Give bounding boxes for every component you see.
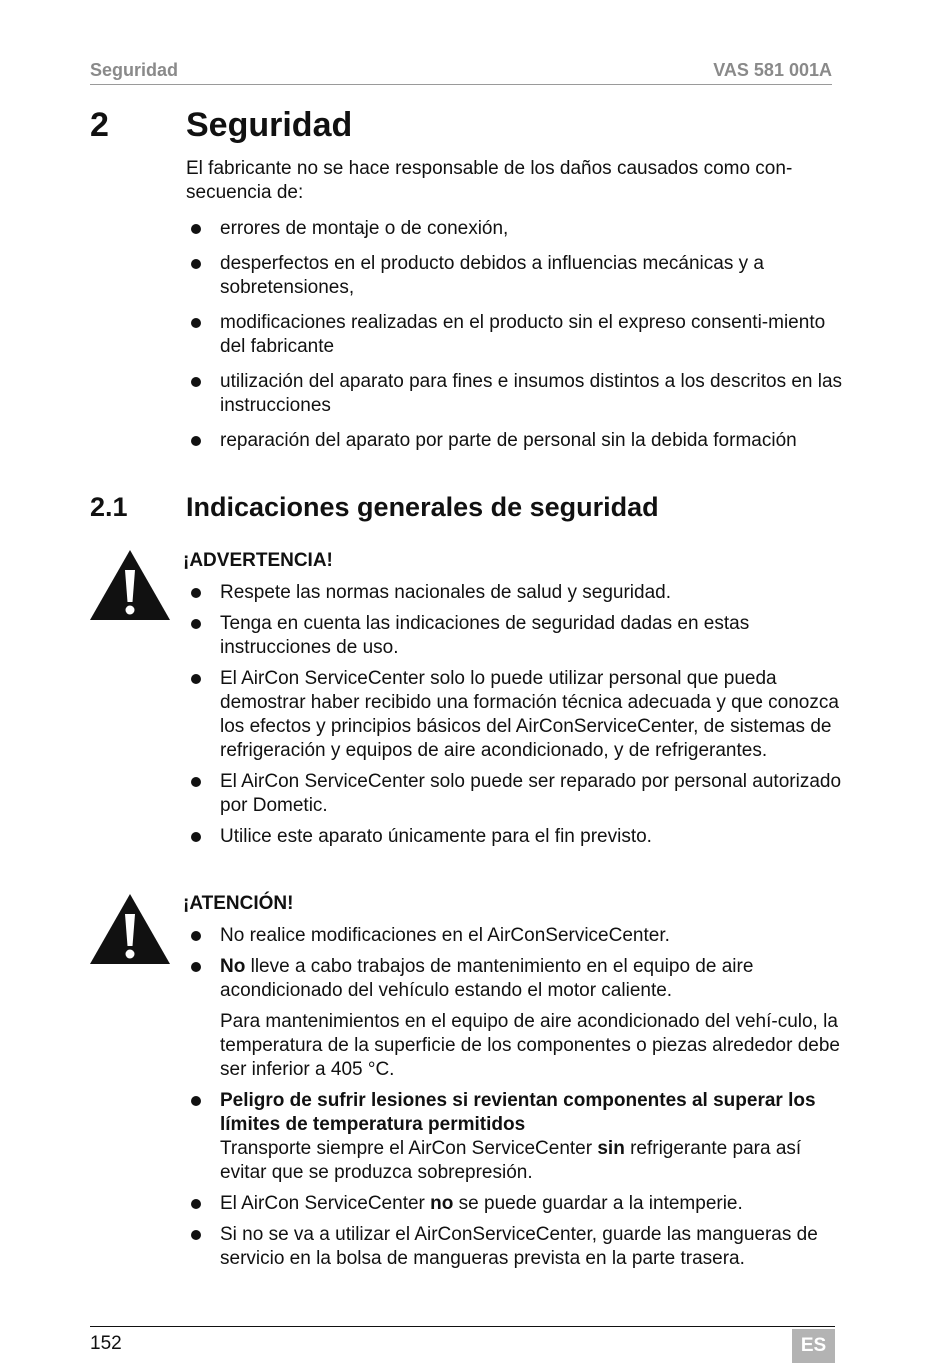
bullet-icon bbox=[191, 436, 201, 446]
bullet-icon bbox=[191, 1199, 201, 1209]
list-item: desperfectos en el producto debidos a influencias mecánicas y a sobretensiones, bbox=[186, 252, 846, 300]
chapter-intro: El fabricante no se hace responsable de los daños causados como con-secuencia de: bbox=[186, 158, 793, 203]
list-item: Tenga en cuenta las indicaciones de seguridad dadas en estas instrucciones de uso. bbox=[186, 612, 846, 660]
chapter-title: Seguridad bbox=[186, 106, 353, 144]
bullet-icon bbox=[191, 619, 201, 629]
bullet-icon bbox=[191, 832, 201, 842]
list-item: El AirCon ServiceCenter solo puede ser reparado por personal autorizado por Dometic. bbox=[186, 770, 846, 818]
page-header bbox=[90, 58, 832, 85]
chapter-number: 2 bbox=[90, 106, 109, 144]
bullet-icon bbox=[191, 224, 201, 234]
list-item: No realice modificaciones en el AirConServiceCenter. bbox=[186, 924, 846, 948]
list-item: utilización del aparato para fines e insumos distintos a los descritos en las instrucciones bbox=[186, 370, 846, 418]
list-item: El AirCon ServiceCenter no se puede guardar a la intemperie. bbox=[186, 1192, 846, 1216]
warning-triangle-icon bbox=[88, 548, 172, 622]
bullet-icon bbox=[191, 962, 201, 972]
language-badge: ES bbox=[792, 1329, 835, 1363]
list-item-note: Para mantenimientos en el equipo de aire acondicionado del vehí-culo, la temperatura de la superficie de los componentes o piezas alrededor debe ser inferior a 405 °C. bbox=[220, 1011, 840, 1080]
list-item: Utilice este aparato únicamente para el fin previsto. bbox=[186, 825, 846, 849]
bullet-icon bbox=[191, 777, 201, 787]
page-footer bbox=[90, 1326, 835, 1363]
bullet-icon bbox=[191, 377, 201, 387]
list-item: El AirCon ServiceCenter solo lo puede utilizar personal que pueda demostrar haber recibido una formación técnica adecuada y que conozca los efectos y principios básicos del AirConServiceCenter, de sistemas de refrigeración y equipos de aire acondicionado, y de refrigerantes. bbox=[186, 667, 846, 763]
header-section-title: Seguridad bbox=[90, 60, 179, 80]
list-item: modificaciones realizadas en el producto sin el expreso consenti-miento del fabricante bbox=[186, 311, 846, 359]
page-number: 152 bbox=[90, 1333, 122, 1354]
bullet-icon bbox=[191, 259, 201, 269]
list-item: Si no se va a utilizar el AirConServiceCenter, guarde las mangueras de servicio en la bolsa de mangueras prevista en la parte trasera. bbox=[186, 1223, 846, 1271]
list-item: Respete las normas nacionales de salud y seguridad. bbox=[186, 581, 846, 605]
section-number: 2.1 bbox=[90, 492, 128, 522]
list-item: Peligro de sufrir lesiones si revientan componentes al superar los límites de temperatura permitidos Transporte siempre el AirCon ServiceCenter sin refrigerante para así evitar que se produzca sobrepresión. bbox=[186, 1089, 846, 1185]
list-item: No lleve a cabo trabajos de mantenimiento en el equipo de aire acondicionado del vehículo estando el motor caliente. Para mantenimientos en el equipo de aire acondicionado del vehí-culo, la temperatura de la superficie de los componentes o piezas alrededor debe ser inferior a 405 °C. bbox=[186, 955, 846, 1082]
bullet-icon bbox=[191, 588, 201, 598]
bullet-icon bbox=[191, 1230, 201, 1240]
header-model-number: VAS 581 001A bbox=[713, 60, 832, 80]
bullet-icon bbox=[191, 674, 201, 684]
warning-list bbox=[186, 581, 846, 856]
bullet-icon bbox=[191, 1096, 201, 1106]
caution-heading: ¡ATENCIÓN! bbox=[183, 893, 294, 914]
liability-list bbox=[186, 217, 846, 464]
warning-heading: ¡ADVERTENCIA! bbox=[183, 550, 333, 571]
bullet-icon bbox=[191, 931, 201, 941]
bullet-icon bbox=[191, 318, 201, 328]
caution-list bbox=[186, 924, 846, 1278]
list-item: reparación del aparato por parte de personal sin la debida formación bbox=[186, 429, 846, 453]
list-item: errores de montaje o de conexión, bbox=[186, 217, 846, 241]
section-title: Indicaciones generales de seguridad bbox=[186, 492, 659, 522]
caution-triangle-icon bbox=[88, 892, 172, 966]
